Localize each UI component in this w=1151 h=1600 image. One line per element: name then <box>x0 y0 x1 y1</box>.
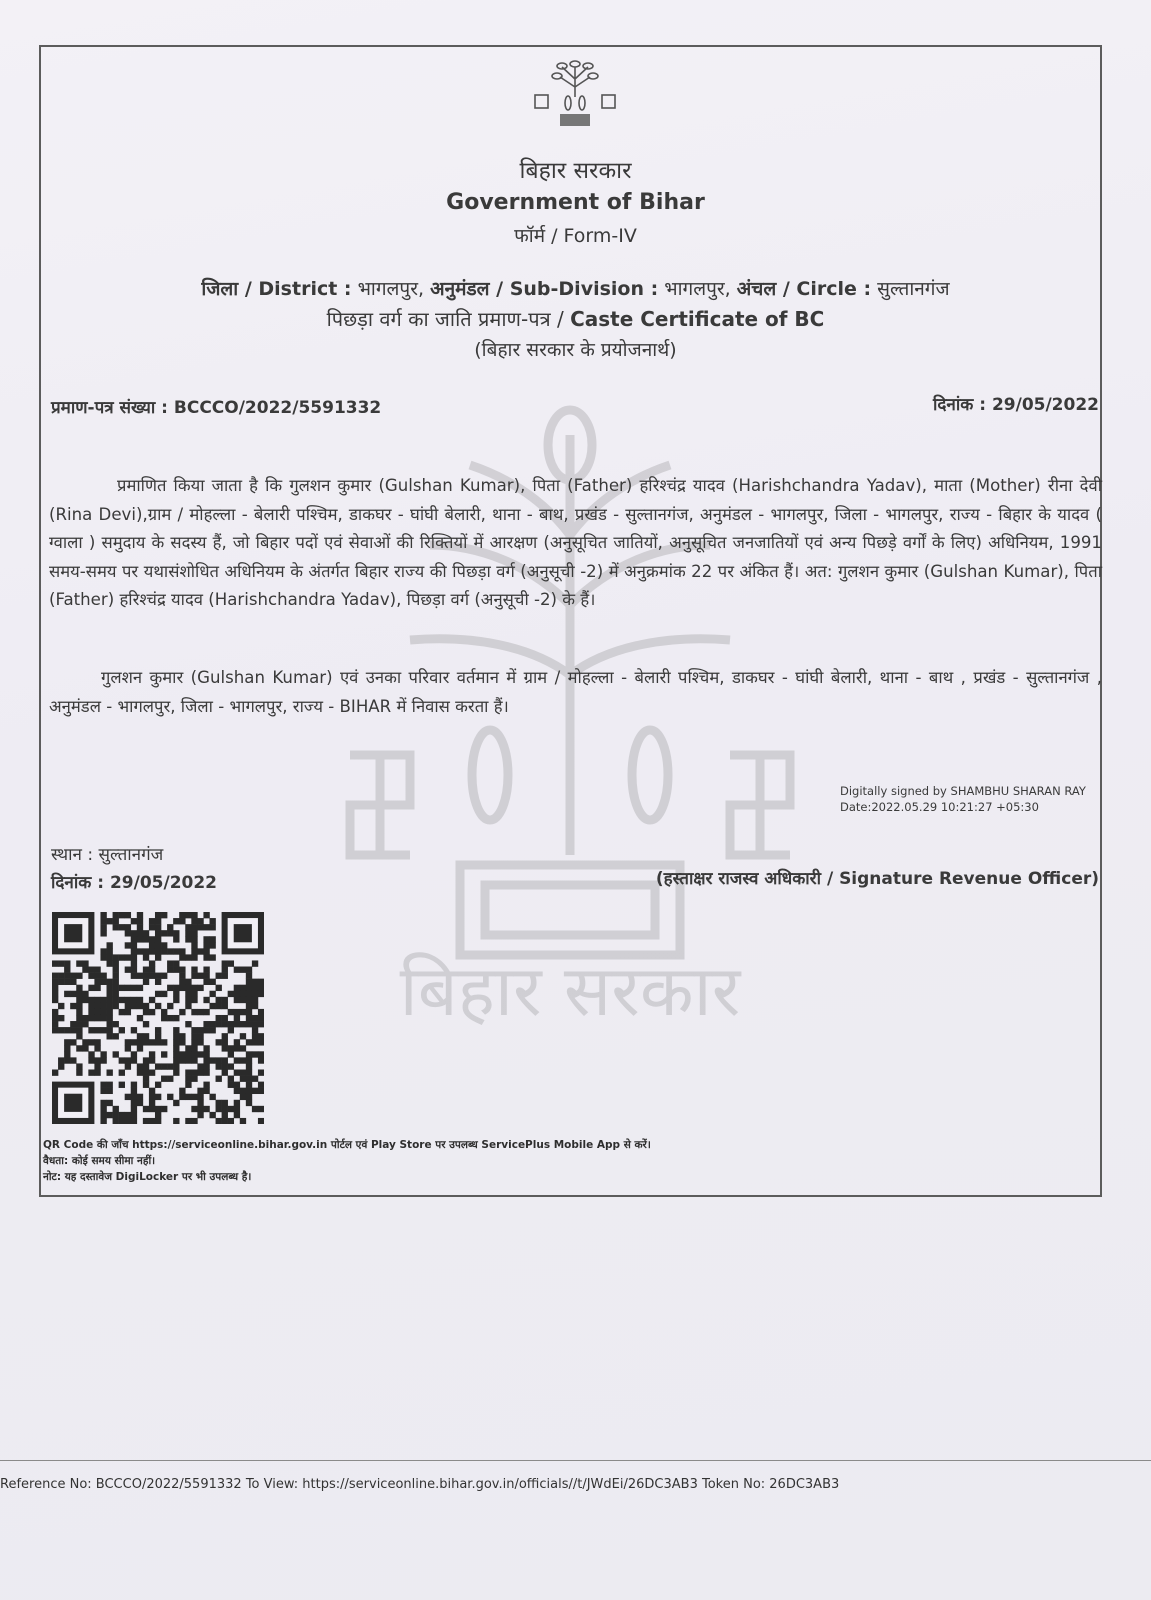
subdivision-label: अनुमंडल / Sub-Division : <box>430 278 659 300</box>
certificate-paragraph-1: प्रमाणित किया जाता है कि गुलशन कुमार (Gulshan Kumar), पिता (Father) हरिश्चंद्र यादव (Harishchandra Yadav), माता (Mother) रीना देवी (Rina Devi),ग्राम / मोहल्ला - बेलारी पश्चिम, डाकघर - घांघी बेलारी, थाना - बाथ, प्रखंड - सुल्तानगंज, अनुमंडल - भागलपुर, जिला - भागलपुर, राज्य - बिहार के यादव ( ग्वाला ) समुदाय के सदस्य हैं, जो बिहार पदों एवं सेवाओं की रिक्तियों में आरक्षण (अनुसूचित जातियों, अनुसूचित जनजातियों एवं अन्य पिछड़े वर्गों के लिए) अधिनियम, 1991 समय-समय पर यथासंशोधित अधिनियम के अंतर्गत बिहार राज्य की पिछड़ा वर्ग (अनुसूची -2) में अनुक्रमांक 22 पर अंकित हैं। अत: गुलशन कुमार (Gulshan Kumar), पिता (Father) हरिश्चंद्र यादव (Harishchandra Yadav), पिछड़ा वर्ग (अनुसूची -2) के हैं। <box>49 476 1102 609</box>
title-english: Government of Bihar <box>446 190 705 215</box>
certificate-purpose: (बिहार सरकार के प्रयोजनार्थ) <box>474 339 677 361</box>
qr-code-icon[interactable] <box>52 912 264 1124</box>
location-line <box>0 275 1151 301</box>
circle-label: अंचल / Circle : <box>736 278 872 300</box>
certificate-number-row <box>51 395 381 418</box>
certificate-number: BCCCO/2022/5591332 <box>173 398 382 418</box>
digital-signature <box>840 783 1086 815</box>
subdivision-value: भागलपुर, <box>664 278 731 300</box>
certificate-date: 29/05/2022 <box>991 395 1099 415</box>
district-value: भागलपुर, <box>357 278 425 300</box>
certificate-date-row <box>933 392 1099 415</box>
district-label: जिला / District : <box>201 278 352 300</box>
digital-signature-signer: Digitally signed by SHAMBHU SHARAN RAY <box>840 784 1086 798</box>
reference-divider <box>0 1460 1151 1461</box>
place: स्थान : सुल्तानगंज <box>51 845 164 865</box>
circle-value: सुल्तानगंज <box>877 278 950 300</box>
footer-notes <box>43 1137 651 1185</box>
date-label: दिनांक : <box>932 395 987 415</box>
certificate-type-english: Caste Certificate of BC <box>570 307 825 331</box>
form-number: फॉर्म / Form-IV <box>514 225 637 247</box>
certificate-type <box>0 305 1151 332</box>
signature-label: (हस्ताक्षर राजस्व अधिकारी / Signature Revenue Officer) <box>655 869 1099 889</box>
footer-note-validity: वैधता: कोई समय सीमा नहीं। <box>43 1155 156 1167</box>
certificate-paragraph-2: गुलशन कुमार (Gulshan Kumar) एवं उनका परिवार वर्तमान में ग्राम / मोहल्ला - बेलारी पश्चिम, डाकघर - घांघी बेलारी, थाना - बाथ , प्रखंड - सुल्तानगंज , अनुमंडल - भागलपुर, जिला - भागलपुर, राज्य - BIHAR में निवास करता हैं। <box>49 668 1102 716</box>
footer-note-qr: QR Code की जाँच https://serviceonline.bihar.gov.in पोर्टल एवं Play Store पर उपलब्ध ServicePlus Mobile App से करें। <box>43 1139 651 1151</box>
certificate-number-label: प्रमाण-पत्र संख्या : <box>51 398 168 418</box>
watermark-text: बिहार सरकार <box>399 950 741 1032</box>
digital-signature-date: Date:2022.05.29 10:21:27 +05:30 <box>840 800 1039 814</box>
reference-line: Reference No: BCCCO/2022/5591332 To View: https://serviceonline.bihar.gov.in/officials//t/JWdEi/26DC3AB3 Token No: 26DC3AB3 <box>0 1477 840 1492</box>
certificate-type-hindi: पिछड़ा वर्ग का जाति प्रमाण-पत्र / <box>326 307 564 331</box>
bihar-emblem-icon <box>532 57 618 133</box>
issue-date: दिनांक : 29/05/2022 <box>51 873 218 893</box>
title-hindi: बिहार सरकार <box>519 158 632 184</box>
footer-note-digilocker: नोट: यह दस्तावेज DigiLocker पर भी उपलब्ध है। <box>43 1171 252 1183</box>
